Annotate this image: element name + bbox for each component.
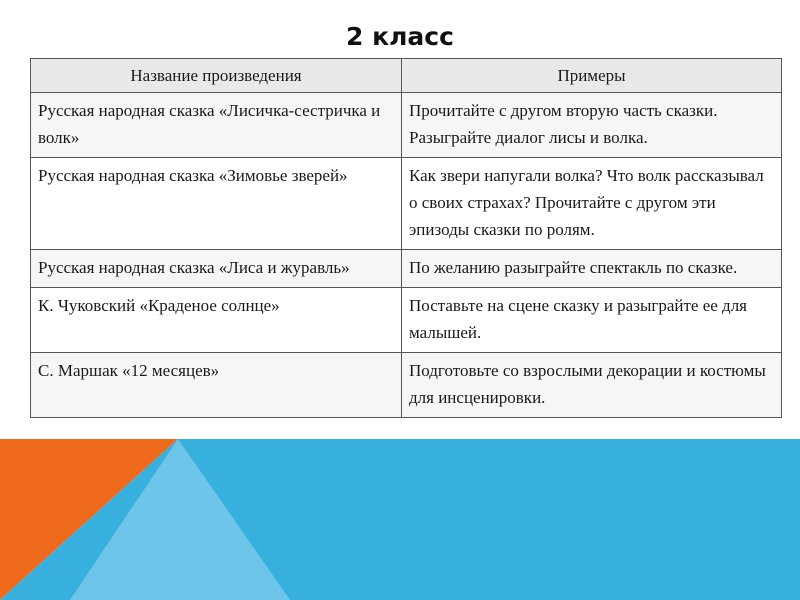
example-cell: По желанию разыграйте спектакль по сказке. [402, 250, 782, 288]
table-row [31, 250, 782, 288]
works-table [30, 58, 782, 418]
work-cell: Русская народная сказка «Лисичка-сестричка и волк» [31, 93, 402, 158]
example-cell: Как звери напугали волка? Что волк рассказывал о своих страхах? Прочитайте с другом эти эпизоды сказки по ролям. [402, 158, 782, 250]
table-row [31, 353, 782, 418]
example-cell: Поставьте на сцене сказку и разыграйте ее для малышей. [402, 288, 782, 353]
slide-title: 2 класс [346, 22, 454, 51]
work-cell: С. Маршак «12 месяцев» [31, 353, 402, 418]
work-cell: Русская народная сказка «Зимовье зверей» [31, 158, 402, 250]
example-cell: Прочитайте с другом вторую часть сказки. Разыграйте диалог лисы и волка. [402, 93, 782, 158]
table-header-row [31, 59, 782, 93]
header-work-title: Название произведения [31, 59, 402, 93]
work-cell: К. Чуковский «Краденое солнце» [31, 288, 402, 353]
table-row [31, 93, 782, 158]
table-row [31, 158, 782, 250]
header-examples: Примеры [402, 59, 782, 93]
work-cell: Русская народная сказка «Лиса и журавль» [31, 250, 402, 288]
example-cell: Подготовьте со взрослыми декорации и костюмы для инсценировки. [402, 353, 782, 418]
table-row [31, 288, 782, 353]
